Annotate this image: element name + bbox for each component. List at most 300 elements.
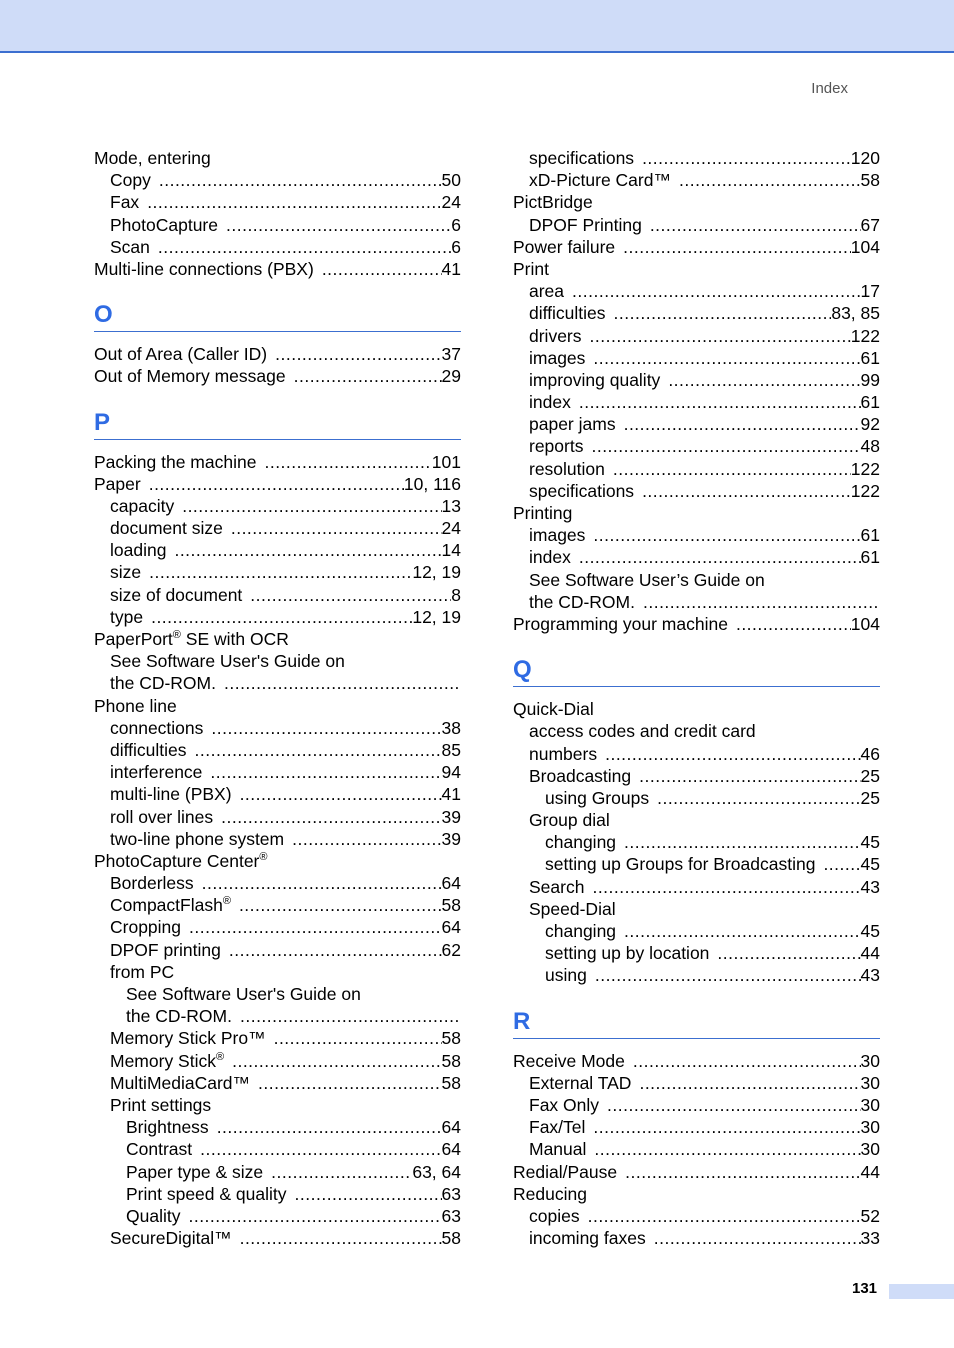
dot-leader [195, 739, 442, 761]
index-term-text: resolution [529, 458, 605, 479]
index-term [126, 1205, 180, 1227]
page-reference: 83, 85 [831, 303, 880, 324]
index-term [110, 1227, 232, 1249]
page-reference: 8 [451, 584, 461, 605]
index-term-text: Quick-Dial [513, 699, 594, 720]
index-term-text: copies [529, 1205, 580, 1226]
index-term [110, 739, 187, 761]
index-term [94, 850, 268, 872]
page-reference: 24 [441, 518, 461, 539]
index-entry [94, 1227, 461, 1249]
index-term-text: Print [513, 258, 549, 279]
index-term [110, 236, 150, 258]
index-entry [513, 1227, 880, 1249]
index-term-text: roll over lines [110, 806, 214, 827]
dot-leader [623, 236, 851, 258]
registered-mark: ® [259, 851, 268, 864]
index-entry [94, 147, 461, 169]
index-term-text: using [545, 965, 587, 986]
index-entry [513, 1116, 880, 1138]
index-term-text: interference [110, 762, 203, 783]
index-entry [513, 743, 880, 765]
index-term [529, 169, 671, 191]
page-reference: 62 [441, 939, 461, 960]
page-reference: 46 [860, 743, 880, 764]
index-term-text: type [110, 606, 144, 627]
dot-leader [642, 480, 851, 502]
index-entry [513, 458, 880, 480]
index-term-text: reports [529, 436, 584, 457]
index-entry [513, 853, 880, 875]
dot-leader [593, 524, 860, 546]
dot-leader [823, 853, 860, 875]
index-term [529, 898, 616, 920]
index-term [529, 743, 597, 765]
index-entry [94, 695, 461, 717]
index-term [529, 147, 634, 169]
page-reference: 30 [860, 1117, 880, 1138]
index-term [529, 546, 571, 568]
index-term [126, 1005, 232, 1027]
index-term-text: paper jams [529, 414, 616, 435]
page-reference: 12, 19 [412, 606, 461, 627]
index-entry [94, 517, 461, 539]
index-term [529, 1205, 580, 1227]
index-term-text: area [529, 281, 565, 302]
index-entry [513, 1050, 880, 1072]
dot-leader [592, 876, 860, 898]
dot-leader [639, 765, 860, 787]
index-term [529, 347, 585, 369]
index-term-text: Print settings [110, 1094, 212, 1115]
index-term [513, 698, 594, 720]
index-term [513, 613, 728, 635]
index-term-text: changing [545, 921, 617, 941]
index-term-text: Phone line [94, 695, 177, 716]
index-term-text: Redial/Pause [513, 1161, 618, 1182]
page-reference: 25 [860, 787, 880, 808]
dot-leader [231, 517, 442, 539]
index-term-text: Contrast [126, 1139, 193, 1160]
index-term-text: Memory Stick Pro™ [110, 1028, 266, 1049]
header-band [0, 0, 954, 53]
page-reference: 33 [860, 1228, 880, 1249]
index-entry [513, 169, 880, 191]
page-reference: 94 [441, 762, 461, 783]
page-reference: 45 [860, 921, 880, 941]
index-term-text: CompactFlash [110, 895, 223, 916]
index-entry [513, 720, 880, 742]
page-reference: 63, 64 [412, 1161, 461, 1182]
index-term [110, 894, 231, 916]
index-term-text: Cropping [110, 917, 182, 938]
index-term [110, 672, 216, 694]
index-term [110, 783, 232, 805]
dot-leader [240, 1227, 442, 1249]
dot-leader [147, 191, 441, 213]
dot-leader [189, 916, 442, 938]
index-term-text: Broadcasting [529, 765, 632, 786]
index-term [110, 939, 221, 961]
page-reference: 6 [451, 214, 461, 235]
index-term [110, 214, 218, 236]
page-reference: 45 [860, 854, 880, 875]
page-reference: 64 [441, 917, 461, 938]
index-term-text: Receive Mode [513, 1050, 625, 1071]
index-term [513, 1183, 587, 1205]
index-column-right [513, 147, 880, 1249]
index-term [529, 569, 765, 591]
index-term-text: Paper [94, 473, 141, 494]
index-entry [94, 214, 461, 236]
page-reference: 52 [860, 1205, 880, 1226]
index-entry [513, 1094, 880, 1116]
index-term [110, 169, 151, 191]
page-reference: 63 [441, 1205, 461, 1226]
index-entry [513, 1205, 880, 1227]
index-entry [513, 1138, 880, 1160]
index-term [110, 872, 194, 894]
dot-leader [149, 473, 404, 495]
index-term [110, 1027, 266, 1049]
index-entry [94, 495, 461, 517]
index-entry [513, 809, 880, 831]
index-term-text: images [529, 525, 586, 546]
index-entry [94, 365, 461, 387]
index-term-text: Fax Only [529, 1094, 600, 1115]
index-term-text: Power failure [513, 236, 616, 257]
index-term-text: the CD-ROM. [529, 591, 635, 612]
dot-leader [625, 1161, 860, 1183]
index-entry [513, 942, 880, 964]
page-reference: 29 [441, 366, 461, 387]
index-term [529, 1227, 646, 1249]
dot-leader [593, 347, 860, 369]
dot-leader [624, 413, 861, 435]
index-term-text: Paper type & size [126, 1161, 264, 1182]
index-entry [513, 258, 880, 280]
page-reference: 37 [441, 344, 461, 365]
index-term-text: PhotoCapture [110, 214, 218, 235]
dot-leader [188, 1205, 441, 1227]
index-term-text: difficulties [110, 739, 187, 760]
index-entry [513, 214, 880, 236]
page-reference: 64 [441, 1117, 461, 1138]
dot-leader [295, 1183, 442, 1205]
index-term [126, 1161, 263, 1183]
index-entry [94, 828, 461, 850]
index-entry [94, 561, 461, 583]
index-entry [513, 546, 880, 568]
dot-leader [642, 147, 851, 169]
section-heading-o: O [94, 280, 461, 332]
page-reference: 43 [860, 876, 880, 897]
page-reference: 17 [860, 281, 880, 302]
index-entry [94, 850, 461, 872]
dot-leader [258, 1072, 441, 1094]
index-term-text: See Software User's Guide on [110, 651, 345, 672]
page-reference: 58 [441, 1228, 461, 1249]
index-term [110, 806, 213, 828]
dot-leader [221, 806, 441, 828]
index-term-text: Mode, entering [94, 148, 211, 168]
section-heading-q: Q [513, 635, 880, 687]
dot-leader [210, 761, 441, 783]
index-entry [513, 325, 880, 347]
index-term [126, 983, 361, 1005]
page-reference: 63 [441, 1183, 461, 1204]
page-reference: 30 [860, 1139, 880, 1160]
dot-leader [590, 325, 851, 347]
page-reference: 50 [441, 170, 461, 191]
page-reference: 30 [860, 1094, 880, 1115]
index-term [110, 539, 166, 561]
page-reference: 39 [441, 828, 461, 849]
index-entry [94, 584, 461, 606]
index-term-text: External TAD [529, 1072, 632, 1093]
page-reference: 58 [860, 170, 880, 191]
index-term-text: index [529, 392, 571, 413]
dot-leader [624, 920, 860, 942]
index-term [545, 831, 616, 853]
page-reference: 64 [441, 873, 461, 894]
dot-leader [594, 1138, 860, 1160]
index-entry [513, 435, 880, 457]
index-term-text: PhotoCapture Center [94, 850, 260, 871]
page-reference: 122 [850, 480, 880, 501]
index-term [513, 191, 593, 213]
index-term [529, 280, 564, 302]
index-term-text: DPOF Printing [529, 214, 642, 235]
index-entry [94, 1027, 461, 1049]
index-term [529, 1072, 631, 1094]
index-term-text: index [529, 547, 571, 568]
page-reference: 120 [850, 148, 880, 168]
index-term-text: size of document [110, 584, 243, 605]
index-entry [513, 147, 880, 169]
index-term-text: capacity [110, 495, 175, 516]
index-entry [513, 898, 880, 920]
index-term-text: loading [110, 540, 167, 561]
index-entry [94, 236, 461, 258]
dot-leader [274, 1027, 442, 1049]
index-term [94, 343, 267, 365]
dot-leader [650, 214, 861, 236]
page-reference: 14 [441, 540, 461, 561]
index-entry [513, 236, 880, 258]
index-entry [513, 1183, 880, 1205]
index-term-text: MultiMediaCard™ [110, 1072, 251, 1093]
index-entry [94, 1183, 461, 1205]
index-term [110, 1094, 211, 1116]
dot-leader [240, 1005, 461, 1027]
dot-leader [294, 365, 442, 387]
index-entry [513, 480, 880, 502]
index-term [110, 650, 345, 672]
index-entry [94, 806, 461, 828]
index-term-text: Fax/Tel [529, 1117, 586, 1138]
index-term-text: SecureDigital™ [110, 1228, 232, 1249]
index-entry [94, 939, 461, 961]
index-entry [513, 302, 880, 324]
index-term [513, 1050, 625, 1072]
index-term-text: setting up Groups for Broadcasting [545, 854, 816, 875]
page-reference: 61 [860, 347, 880, 368]
registered-mark: ® [172, 629, 181, 642]
index-term [529, 524, 585, 546]
index-term [110, 761, 202, 783]
dot-leader [736, 613, 851, 635]
dot-leader [639, 1072, 860, 1094]
index-term [110, 517, 223, 539]
index-term [94, 451, 256, 473]
index-term-text: difficulties [529, 303, 606, 324]
index-term-text: using Groups [545, 787, 650, 808]
index-entry [513, 191, 880, 213]
index-entry [94, 739, 461, 761]
index-term [529, 765, 631, 787]
index-entry [94, 1138, 461, 1160]
page-reference: 58 [441, 895, 461, 916]
index-term-text: xD-Picture Card™ [529, 170, 671, 191]
dot-leader [595, 964, 861, 986]
dot-leader [657, 787, 860, 809]
index-entry [513, 524, 880, 546]
index-term [529, 325, 582, 347]
dot-leader [588, 1205, 861, 1227]
page-reference: 43 [860, 965, 880, 986]
index-term-text: Out of Area (Caller ID) [94, 344, 268, 365]
index-term [529, 1116, 585, 1138]
index-entry [94, 872, 461, 894]
page-reference: 38 [441, 717, 461, 738]
index-term [513, 502, 572, 524]
index-term [529, 1094, 599, 1116]
index-term-text: numbers [529, 743, 598, 764]
index-entry [94, 628, 461, 650]
index-term [545, 964, 587, 986]
index-entry [513, 920, 880, 942]
index-term-text: Manual [529, 1139, 587, 1160]
dot-leader [717, 942, 860, 964]
index-term-text: specifications [529, 480, 635, 501]
index-entry [94, 650, 461, 672]
page-reference: 39 [441, 806, 461, 827]
index-term-text: connections [110, 717, 204, 738]
index-entry [94, 894, 461, 916]
index-entry [94, 473, 461, 495]
dot-leader [264, 451, 431, 473]
index-entry [94, 1050, 461, 1072]
page-reference: 58 [441, 1050, 461, 1071]
page-tab [889, 1284, 954, 1299]
dot-leader [151, 606, 412, 628]
dot-leader [292, 828, 441, 850]
page-reference: 12, 19 [412, 562, 461, 583]
index-term-text: Reducing [513, 1183, 587, 1204]
page-reference: 122 [850, 325, 880, 346]
dot-leader [593, 1116, 860, 1138]
registered-mark: ® [222, 895, 231, 908]
index-term-text: Printing [513, 503, 573, 523]
page-reference: 85 [441, 739, 461, 760]
dot-leader [158, 236, 451, 258]
index-term-text: changing [545, 832, 617, 853]
index-term [110, 495, 174, 517]
index-term-text: the CD-ROM. [110, 673, 216, 694]
dot-leader [271, 1161, 412, 1183]
dot-leader [579, 391, 861, 413]
index-term-text: Brightness [126, 1117, 209, 1138]
index-entry [513, 1161, 880, 1183]
index-column-left [94, 147, 461, 1249]
index-entry [513, 347, 880, 369]
index-entry [513, 280, 880, 302]
page-reference: 6 [451, 236, 461, 257]
index-entry [94, 672, 461, 694]
index-entry [94, 191, 461, 213]
index-term-text: two-line phone system [110, 828, 285, 849]
index-term-text: Quality [126, 1205, 181, 1226]
dot-leader [250, 584, 451, 606]
index-entry [513, 413, 880, 435]
index-term [529, 214, 642, 236]
index-term [110, 191, 139, 213]
page-reference: 101 [431, 451, 461, 472]
index-term-text: Out of Memory message [94, 366, 286, 387]
index-term [110, 916, 181, 938]
dot-leader [202, 872, 442, 894]
index-term-text: Borderless [110, 873, 194, 894]
section-heading-p: P [94, 388, 461, 440]
index-term-text: the CD-ROM. [126, 1006, 232, 1027]
index-term-text: drivers [529, 325, 582, 346]
page-reference: 44 [860, 943, 880, 964]
index-term-text: access codes and credit card [529, 721, 756, 742]
dot-leader [174, 539, 441, 561]
index-entry [513, 569, 880, 591]
page-reference: 41 [441, 784, 461, 805]
index-term [126, 1183, 287, 1205]
index-entry [94, 783, 461, 805]
dot-leader [679, 169, 861, 191]
index-entry [94, 761, 461, 783]
page-reference: 104 [850, 236, 880, 257]
page-reference: 67 [860, 214, 880, 235]
dot-leader [224, 672, 461, 694]
index-term [94, 628, 289, 650]
dot-leader [654, 1227, 861, 1249]
index-term [94, 473, 141, 495]
index-term [94, 258, 314, 280]
page-reference: 58 [441, 1028, 461, 1049]
index-entry [513, 613, 880, 635]
index-term-text: size [110, 562, 142, 583]
index-term-text: See Software User’s Guide on [529, 569, 765, 590]
index-term-text: Group dial [529, 810, 610, 831]
index-entry [513, 391, 880, 413]
index-entry [94, 258, 461, 280]
index-term [529, 458, 605, 480]
index-entry [94, 983, 461, 1005]
page-reference: 30 [860, 1050, 880, 1071]
dot-leader [607, 1094, 861, 1116]
dot-leader [149, 561, 412, 583]
index-term [110, 561, 141, 583]
index-term-text: document size [110, 518, 223, 539]
page-reference: 30 [860, 1072, 880, 1093]
page-reference: 104 [850, 613, 880, 634]
